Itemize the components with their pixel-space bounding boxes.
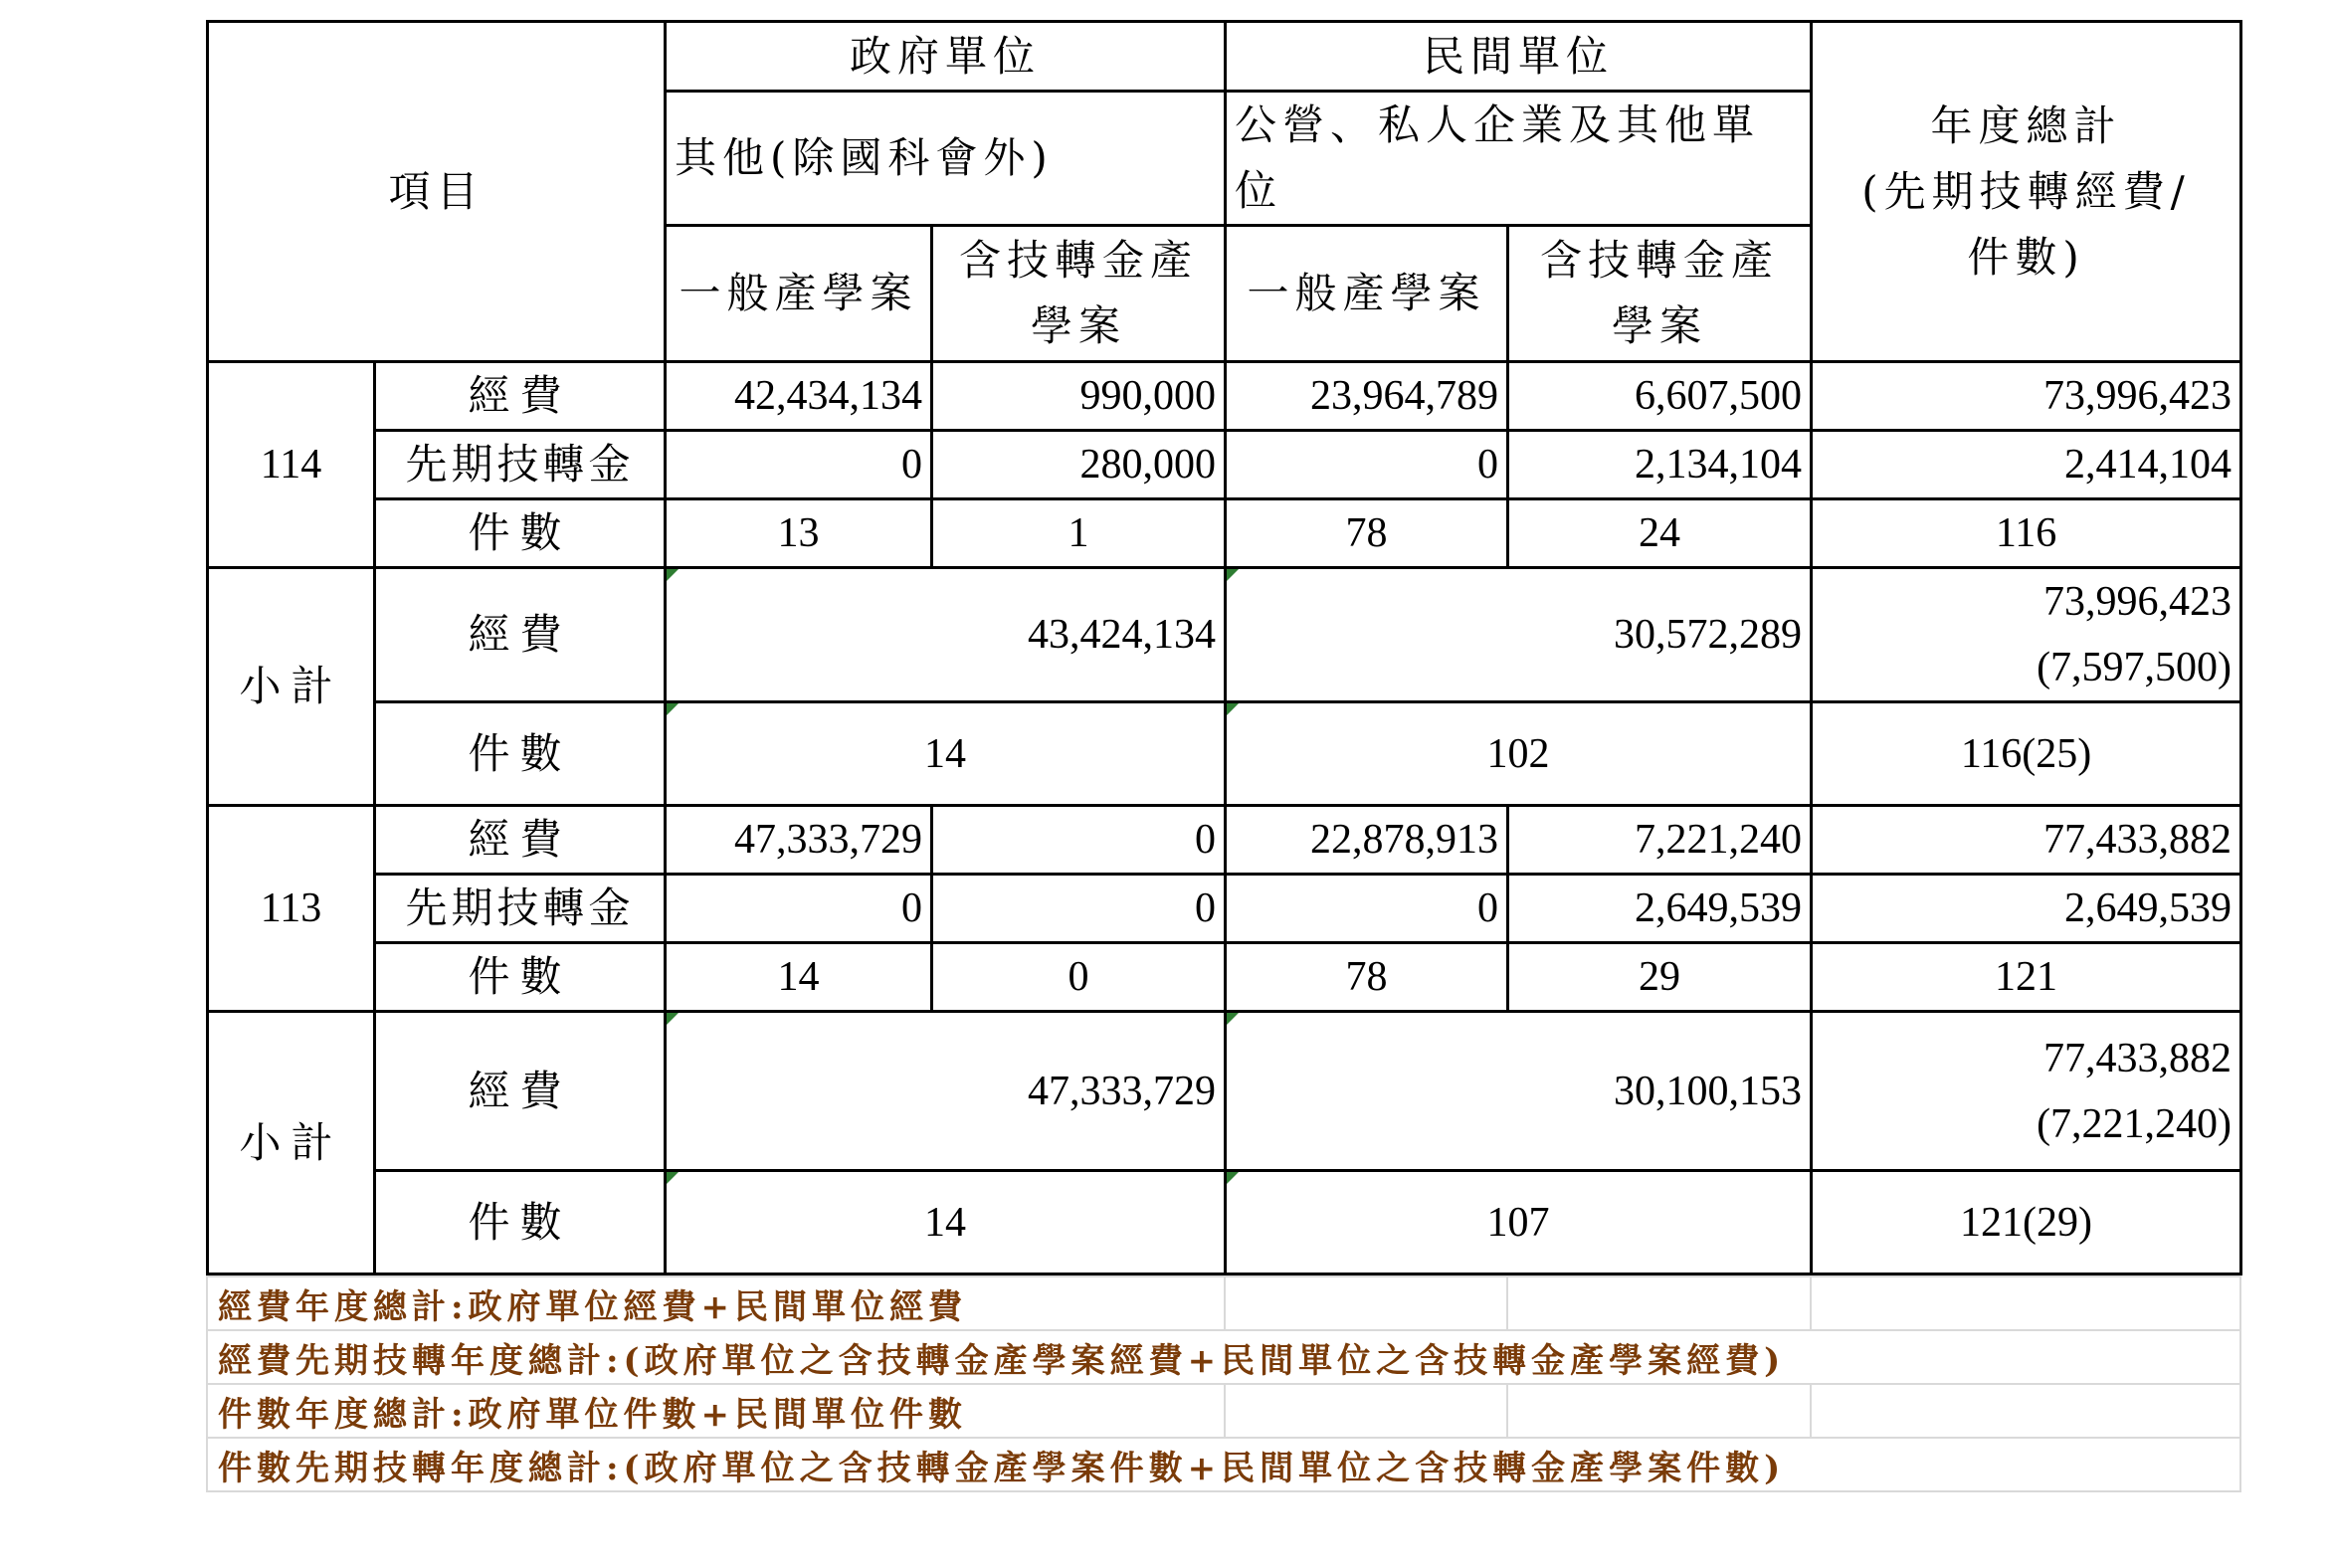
- cell-value: 2,134,104: [1508, 431, 1812, 499]
- statistics-sheet: [206, 20, 2239, 1492]
- cell-value: 0: [666, 875, 932, 943]
- row-label-funding: 經費: [375, 362, 666, 431]
- row-label-count: 件數: [375, 499, 666, 568]
- cell-value: 0: [932, 943, 1226, 1012]
- subtotal-label: 小計: [208, 568, 375, 806]
- year-label: 114: [208, 362, 375, 568]
- table-row: [208, 1012, 2241, 1171]
- note-text: 件數年度總計:政府單位件數+民間單位件數: [207, 1384, 1225, 1438]
- table-row: [208, 806, 2241, 875]
- subtotal-gov-funding: 47,333,729: [666, 1012, 1226, 1171]
- cell-value: 47,333,729: [666, 806, 932, 875]
- subtotal-total-count: 116(25): [1812, 702, 2241, 806]
- subtotal-private-count: 102: [1226, 702, 1812, 806]
- subtotal-gov-funding: 43,424,134: [666, 568, 1226, 702]
- cell-value: 2,649,539: [1508, 875, 1812, 943]
- header-total-line2: (先期技轉經費/: [1861, 166, 2191, 216]
- cell-value: 7,221,240: [1508, 806, 1812, 875]
- cell-value: 29: [1508, 943, 1812, 1012]
- statistics-table: [206, 20, 2242, 1275]
- cell-value: 78: [1226, 499, 1508, 568]
- cell-value: 0: [1226, 875, 1508, 943]
- table-row: [208, 568, 2241, 702]
- cell-value: 22,878,913: [1226, 806, 1508, 875]
- header-annual-total: [1812, 22, 2241, 362]
- note-row: [207, 1276, 2240, 1330]
- cell-value: 2,649,539: [1812, 875, 2241, 943]
- subtotal-total-funding: 77,433,882 (7,221,240): [1812, 1012, 2241, 1171]
- note-text: 經費年度總計:政府單位經費+民間單位經費: [207, 1276, 1225, 1330]
- row-label-count: 件數: [375, 1171, 666, 1274]
- cell-value: 0: [932, 806, 1226, 875]
- cell-value: 14: [666, 943, 932, 1012]
- cell-value: 0: [1226, 431, 1508, 499]
- header-gov-other: 其他(除國科會外): [666, 92, 1226, 226]
- row-label-count: 件數: [375, 943, 666, 1012]
- subtotal-private-count: 107: [1226, 1171, 1812, 1274]
- header-private-unit: 民間單位: [1226, 22, 1812, 92]
- cell-value: 24: [1508, 499, 1812, 568]
- cell-value: 77,433,882: [1812, 806, 2241, 875]
- row-label-funding: 經費: [375, 568, 666, 702]
- cell-value: 0: [666, 431, 932, 499]
- cell-value: 78: [1226, 943, 1508, 1012]
- cell-value: 116: [1812, 499, 2241, 568]
- header-gov-unit: 政府單位: [666, 22, 1226, 92]
- table-row: [208, 875, 2241, 943]
- subtotal-label: 小計: [208, 1012, 375, 1274]
- note-text: 經費先期技轉年度總計:(政府單位之含技轉金產學案經費+民間單位之含技轉金產學案經費): [207, 1330, 2240, 1384]
- year-label: 113: [208, 806, 375, 1012]
- header-total-line1: 年度總計: [1930, 100, 2122, 150]
- notes-table: [206, 1275, 2241, 1492]
- header-item: 項目: [208, 22, 666, 362]
- table-row: [208, 702, 2241, 806]
- note-row: [207, 1384, 2240, 1438]
- subtotal-private-funding: 30,572,289: [1226, 568, 1812, 702]
- cell-value: 6,607,500: [1508, 362, 1812, 431]
- subtotal-private-funding: 30,100,153: [1226, 1012, 1812, 1171]
- table-row: [208, 1171, 2241, 1274]
- note-text: 件數先期技轉年度總計:(政府單位之含技轉金產學案件數+民間單位之含技轉金產學案件數): [207, 1438, 2240, 1491]
- row-label-count: 件數: [375, 702, 666, 806]
- header-gov-tech-transfer: 含技轉金產 學案: [932, 226, 1226, 362]
- table-row: [208, 362, 2241, 431]
- table-row: [208, 943, 2241, 1012]
- cell-value: 42,434,134: [666, 362, 932, 431]
- cell-value: 73,996,423: [1812, 362, 2241, 431]
- header-private-general: 一般產學案: [1226, 226, 1508, 362]
- header-gov-general: 一般產學案: [666, 226, 932, 362]
- row-label-funding: 經費: [375, 806, 666, 875]
- header-total-line3: 件數): [1967, 232, 2085, 282]
- cell-value: 990,000: [932, 362, 1226, 431]
- table-row: [208, 499, 2241, 568]
- table-row: [208, 431, 2241, 499]
- subtotal-total-count: 121(29): [1812, 1171, 2241, 1274]
- cell-value: 280,000: [932, 431, 1226, 499]
- subtotal-gov-count: 14: [666, 702, 1226, 806]
- row-label-funding: 經費: [375, 1012, 666, 1171]
- cell-value: 13: [666, 499, 932, 568]
- note-row: [207, 1438, 2240, 1491]
- cell-value: 121: [1812, 943, 2241, 1012]
- row-label-pre-transfer: 先期技轉金: [375, 431, 666, 499]
- cell-value: 2,414,104: [1812, 431, 2241, 499]
- header-private-tech-transfer: 含技轉金產 學案: [1508, 226, 1812, 362]
- subtotal-total-funding: 73,996,423 (7,597,500): [1812, 568, 2241, 702]
- row-label-pre-transfer: 先期技轉金: [375, 875, 666, 943]
- cell-value: 23,964,789: [1226, 362, 1508, 431]
- cell-value: 0: [932, 875, 1226, 943]
- cell-value: 1: [932, 499, 1226, 568]
- header-private-other: 公營、私人企業及其他單位: [1226, 92, 1812, 226]
- note-row: [207, 1330, 2240, 1384]
- subtotal-gov-count: 14: [666, 1171, 1226, 1274]
